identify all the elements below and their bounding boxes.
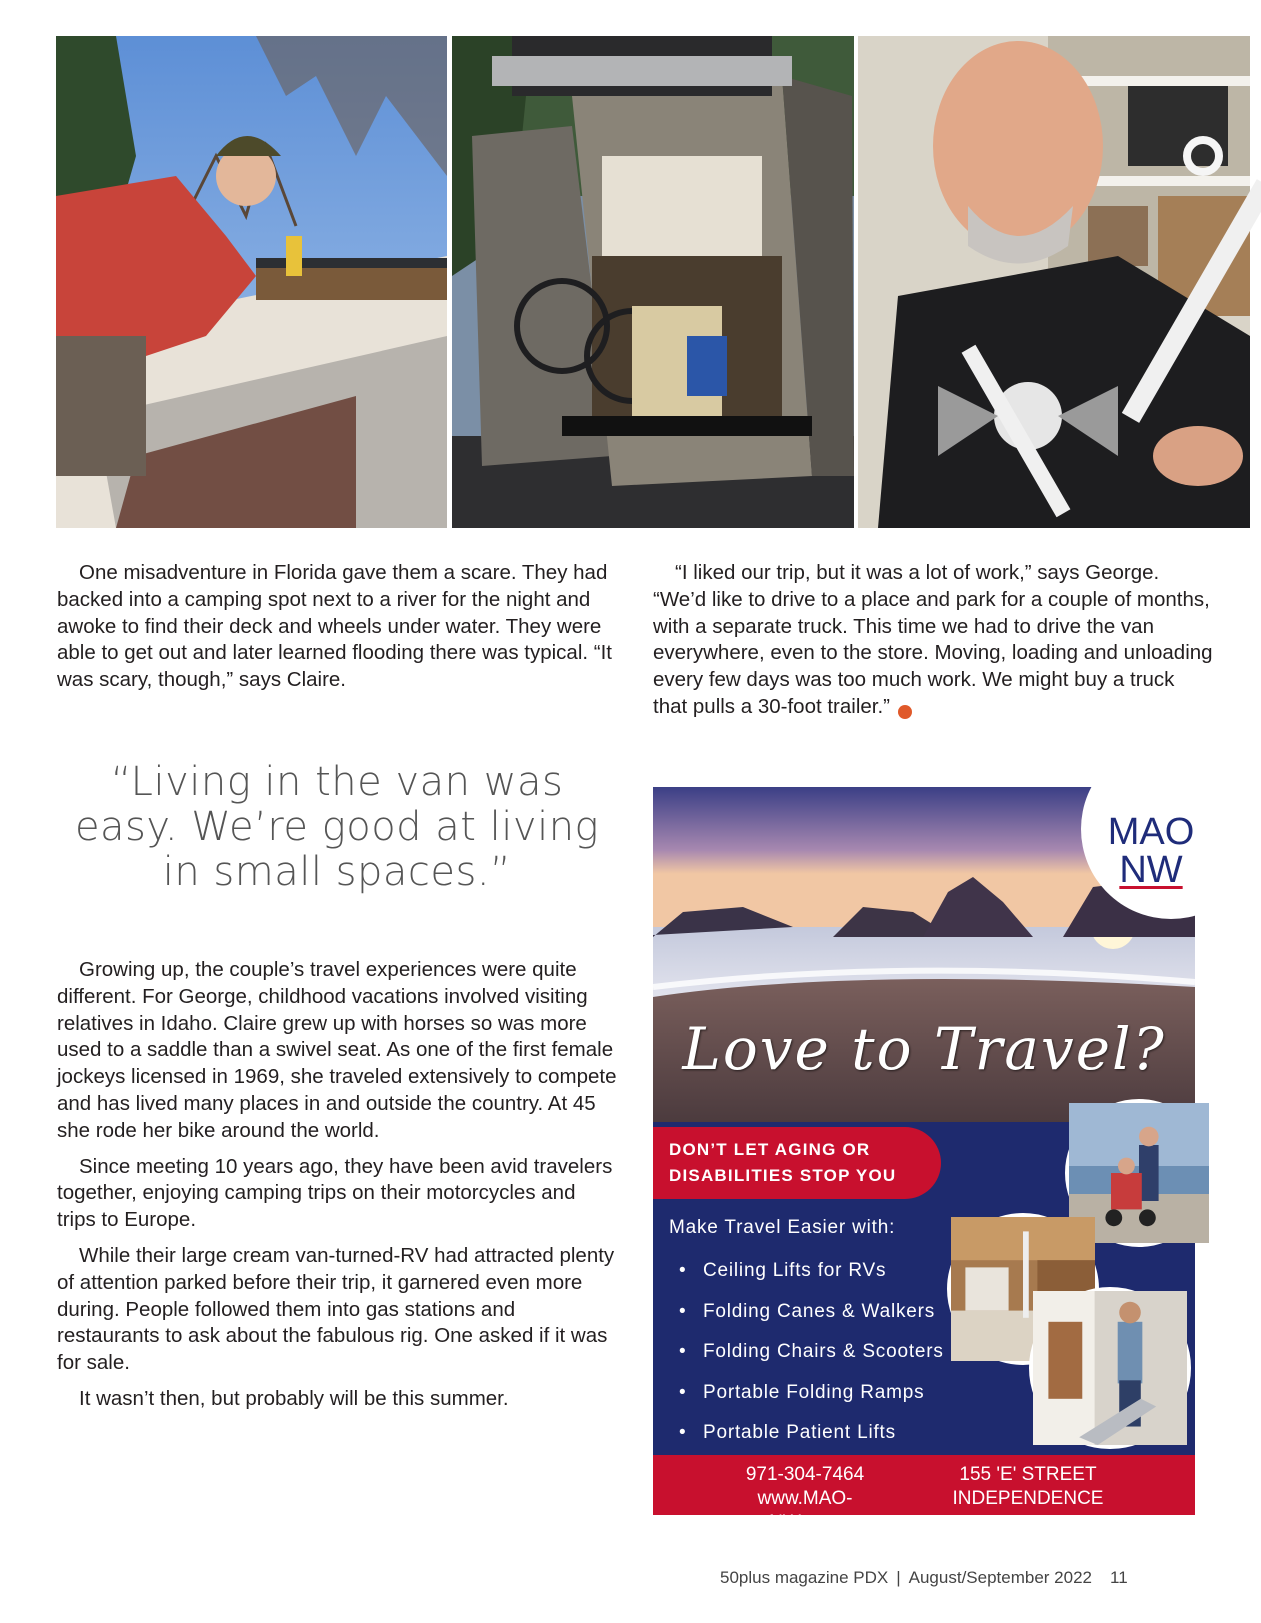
ad-contact-footer [653, 1455, 1195, 1533]
page-number: 11 [1110, 1568, 1128, 1587]
ad-product-list [679, 1251, 944, 1454]
footer-separator: | [896, 1568, 901, 1587]
article-column-right-top [653, 560, 1213, 721]
banner-line: DISABILITIES STOP YOU [669, 1166, 897, 1185]
end-mark-dot [898, 705, 912, 719]
article-paragraph: While their large cream van-turned-RV had attracted plenty of attention parked before their trip, it garnered even more during. People followed them into gas stations and restaurants to ask about the fabulous rig. One asked if it was for sale. [57, 1243, 615, 1375]
article-column-left-main [57, 957, 617, 1422]
list-item-label: Portable Folding Ramps [703, 1381, 925, 1403]
list-item-label: Folding Canes & Walkers [703, 1300, 936, 1322]
article-paragraph: One misadventure in Florida gave them a scare. They had backed into a camping spot next to a river for the night and awoke to find their deck and wheels under water. They were able to get out and later learned flooding there was typical. “It was scary, though,” says Claire. [57, 561, 612, 692]
mao-nw-logo [1101, 813, 1201, 889]
article-paragraph: Since meeting 10 years ago, they have been avid travelers together, enjoying camping trips on their motorcycles and trips to Europe. [57, 1154, 613, 1232]
mao-nw-advertisement[interactable] [653, 787, 1195, 1533]
bullet-icon: • [679, 1341, 687, 1362]
ad-address-line: INDEPENDENCE [952, 1488, 1104, 1509]
logo-line-mao: MAO [1107, 811, 1195, 853]
ad-phone[interactable]: 971-304-7464 [745, 1464, 865, 1485]
ad-subhead: Make Travel Easier with: [669, 1217, 896, 1238]
article-column-left-top [57, 560, 617, 694]
bullet-icon: • [679, 1381, 687, 1403]
ad-tagline: Love to Travel? [682, 1015, 1166, 1083]
bullet-icon: • [679, 1422, 687, 1443]
bullet-icon: • [679, 1300, 687, 1322]
list-item [679, 1292, 944, 1333]
article-paragraph: It wasn’t then, but probably will be this summer. [79, 1386, 509, 1410]
list-item-label: Folding Chairs & Scooters [703, 1341, 944, 1362]
ad-address-line: 155 'E' STREET [959, 1464, 1097, 1485]
article-paragraph [653, 560, 1213, 721]
list-item [679, 1332, 944, 1373]
photo-van-rear-with-bikes [452, 36, 854, 528]
page-footer [720, 1568, 1128, 1588]
list-item-label: Portable Patient Lifts [703, 1422, 896, 1443]
pull-quote: “Living in the van was easy. We’re good at living in small spaces.” [74, 759, 600, 895]
logo-line-nw: NW [1119, 849, 1183, 891]
ad-red-banner [653, 1127, 941, 1199]
ad-photo-folding-ramp [1029, 1287, 1191, 1449]
issue-date: August/September 2022 [908, 1568, 1092, 1587]
article-paragraph: Growing up, the couple’s travel experiences were quite different. For George, childhood vacations involved visiting relatives in Idaho. Claire grew up with horses so was more used to a saddle than a swivel seat. As one of the first female jockeys licensed in 1969, she traveled extensively to compete and has lived many places in and outside the country. At 45 she rode her bike around the world. [57, 958, 617, 1142]
list-item [679, 1251, 944, 1292]
list-item [679, 1413, 944, 1454]
publication-name: 50plus magazine PDX [720, 1568, 889, 1587]
banner-line: DON’T LET AGING OR [669, 1140, 871, 1159]
photo-man-on-van-roof [56, 36, 447, 528]
article-paragraph-text: “I liked our trip, but it was a lot of work,” says George. “We’d like to drive to a place and park for a couple of months, with a separate truck. This time we had to drive the van everywhere, even to the store. Moving, loading and unloading every few days was too much work. We might buy a truck that pulls a 30-foot trailer.” [653, 561, 1213, 718]
bullet-icon: • [679, 1260, 687, 1281]
ad-website-link[interactable]: www.MAO-NW.com [757, 1488, 853, 1533]
photo-man-with-tool [858, 36, 1250, 528]
ad-address [943, 1463, 1113, 1511]
list-item-label: Ceiling Lifts for RVs [703, 1260, 887, 1281]
list-item [679, 1373, 944, 1414]
ad-phone-block [725, 1463, 885, 1535]
